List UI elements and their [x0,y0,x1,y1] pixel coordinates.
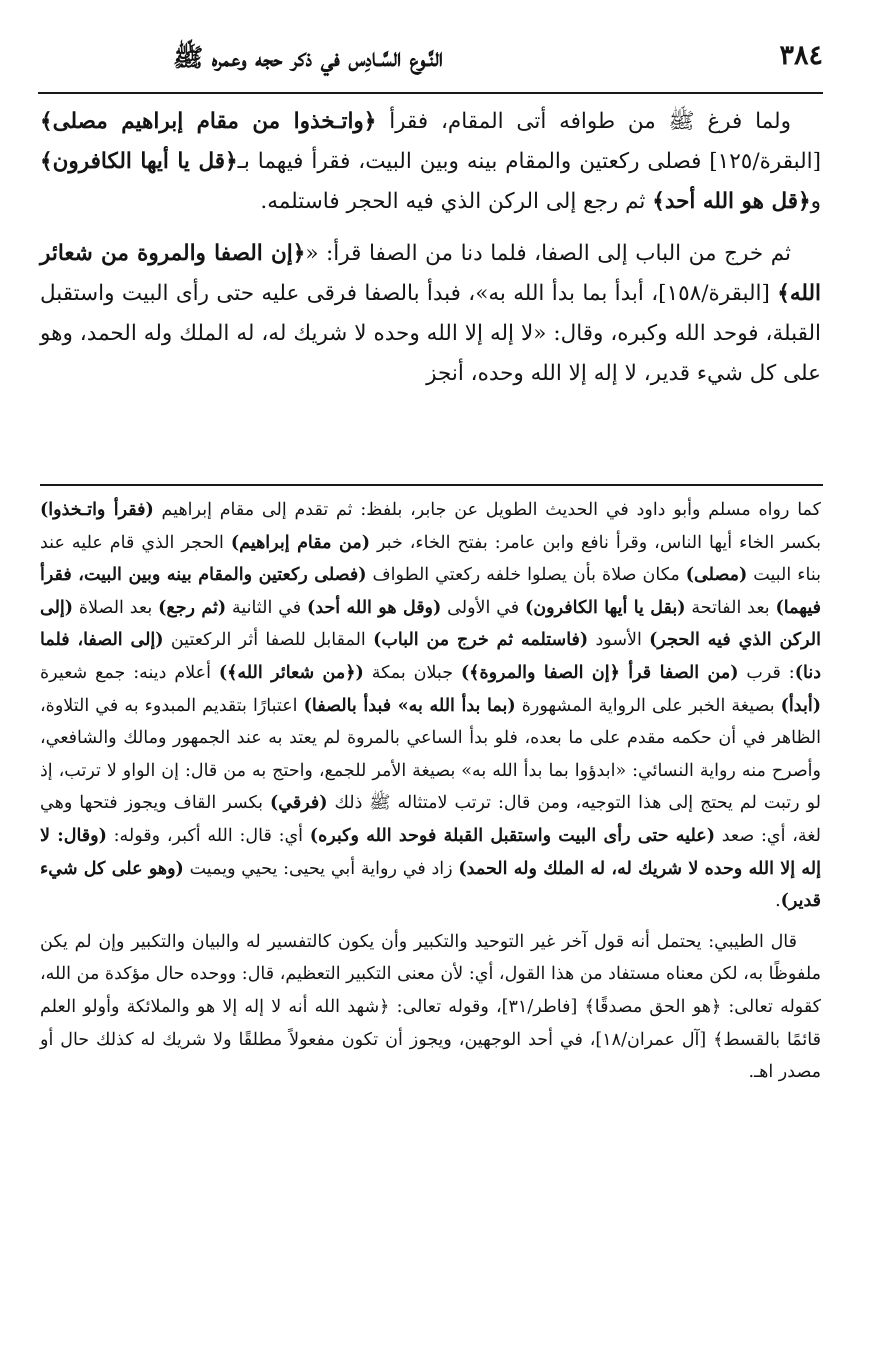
quran-quote: ﴿قل يا أيها الكافرون﴾ [40,149,238,174]
main-paragraph-1 [40,102,821,222]
text-run: بعد الصلاة [73,597,159,618]
text-run: . [775,891,781,912]
text-run: الأسود [588,630,650,651]
quran-quote: ﴿قل هو الله أحد﴾ [652,189,811,214]
text-run: بكسر القاف ويجوز فتحها وهي لغة، أي: صعد [40,793,821,846]
quoted-phrase: (﴿من شعائر الله﴾) [218,662,364,683]
text-run: ثم رجع إلى الركن الذي فيه الحجر فاستلمه. [260,189,653,214]
text-run: أعلام دينه: جمع شعيرة [40,662,219,683]
quoted-phrase: (عليه حتى رأى البيت واستقبل القبلة فوحد الله وكبره) [309,825,715,846]
text-run: ثم خرج من الباب إلى الصفا، فلما دنا من الصفا قرأ: « [305,241,791,266]
quoted-phrase: (وقال: لا إله إلا الله وحده لا شريك له، له الملك وله الحمد) [40,825,821,879]
quoted-phrase: (وهو على كل شيء قدير) [40,858,821,912]
quoted-phrase: (بما بدأ الله به» فبدأ بالصفا) [303,695,516,716]
main-text [40,102,821,394]
text-run: في الثانية [226,597,308,618]
main-paragraph-2 [40,234,821,394]
text-run: أي: قال: الله أكبر، وقوله: [106,825,310,846]
text-run: بصيغة الخبر على الرواية المشهورة [515,695,781,716]
text-run: جبلان بمكة [363,662,461,683]
quoted-phrase: (فاستلمه ثم خرج من الباب) [373,630,589,651]
quoted-phrase: (أبدأ) [780,695,821,716]
text-run: كما رواه مسلم وأبو داود في الحديث الطويل عن جابر، بلفظ: ثم تقدم إلى مقام إبراهيم [153,500,821,520]
commentary-paragraph-1 [40,494,821,918]
text-run: و [810,189,821,214]
quran-quote: ﴿واتـخذوا من مقام إبراهيم مصلى﴾ [40,109,377,134]
text-run: ولما فرغ ﷺ من طوافه أتى المقام، فقرأ [376,109,791,134]
footnote-divider [40,484,823,486]
page-number: ٣٨٤ [779,40,823,71]
quoted-phrase: (ثم رجع) [158,597,227,618]
quoted-phrase: (من الصفا قرأ ﴿إن الصفا والمروة﴾) [460,662,739,683]
commentary-paragraph-2: قال الطيبي: يحتمل أنه قول آخر غير التوحيد والتكبير وأن يكون كالتفسير له والبيان والتكبير وإن لم يكن ملفوظًا به، لكن معناه مستفاد من هذا القول، أي: لأن معنى التكبير التعظيم، قال: ووحده حال مؤكدة من الله، كقوله تعالى: ﴿هو الحق مصدقًا﴾ [فاطر/٣١]، وقوله تعالى: ﴿شهد الله أنه لا إله إلا هو والملائكة وأولو العلم قائمًا بالقسط﴾ [آل عمران/١٨]، في أحد الوجهين، ويجوز أن تكون مفعولاً مطلقًا ولا شريك له كذلك حال أو مصدر اهـ. [40,931,822,1083]
text-run: المقابل للصفا أثر الركعتين [163,630,374,651]
text-run: بكسر الخاء أيها الناس، وقرأ نافع وابن عامر: بفتح الخاء، خبر [370,532,821,553]
text-run: الحجر الذي قام عليه عند بناء البيت [40,532,821,586]
text-run: بعد الفاتحة [685,597,776,618]
quoted-phrase: (بقل يا أيها الكافرون) [525,597,686,618]
quoted-phrase: (فقرأ واتـخذوا) [40,500,154,520]
text-run: مكان صلاة بأن يصلوا خلفه ركعتي الطواف [366,565,686,586]
text-run: [البقرة/١٥٨]، أبدأ بما بدأ الله به»، فبدأ بالصفا فرقى عليه حتى رأى البيت واستقبل القبلة، فوحد الله وكبره، وقال: «لا إله إلا الله وحده لا شريك له، له الملك وله الحمد، وهو على كل شيء قدير، لا إله إلا الله وحده، أنجز [40,281,821,386]
quoted-phrase: (مصلى) [685,565,748,586]
quoted-phrase: (إلى الصفا، فلما دنا) [40,630,821,683]
quoted-phrase: (وقل هو الله أحد) [307,597,442,618]
running-title: النَّـوع السَّـادِس في ذكر حجه وعمره ﷺ [172,43,443,72]
page-header [38,36,823,84]
commentary [40,494,821,1089]
text-run: : قرب [738,662,795,683]
quoted-phrase: (من مقام إبراهيم) [230,532,370,553]
text-run: في الأولى [441,597,526,618]
header-divider [38,92,823,94]
quoted-phrase: (إلى الركن الذي فيه الحجر) [40,597,821,651]
quoted-phrase: (فصلى ركعتين والمقام بينه وبين البيت، فقرأ فيهما) [40,565,821,618]
text-run: زاد في رواية أبي يحيى: يحيي ويميت [183,858,459,879]
quran-quote: ﴿إن الصفا والمروة من شعائر الله﴾ [40,241,821,306]
quoted-phrase: (فرقي) [269,793,328,814]
text-run: اعتبارًا بتقديم المبدوء به في التلاوة، الظاهر في أن حكمه مقدم على ما بعده، فلو بدأ الساعي بالمروة لم يعتد به عند الجمهور ومالك والشافعي، وأصرح منه رواية النسائي: «ابدؤوا بما بدأ الله به» بصيغة الأمر للجمع، واحتج به من قال: إن الواو لا ترتب، إذ لو رتبت لم يحتج إلى هذا التوجيه، ومن قال: ترتب لامتثاله ﷺ ذلك [40,695,821,814]
text-run: [البقرة/١٢٥] فصلى ركعتين والمقام بينه وبين البيت، فقرأ فيهما بـ [237,149,821,174]
